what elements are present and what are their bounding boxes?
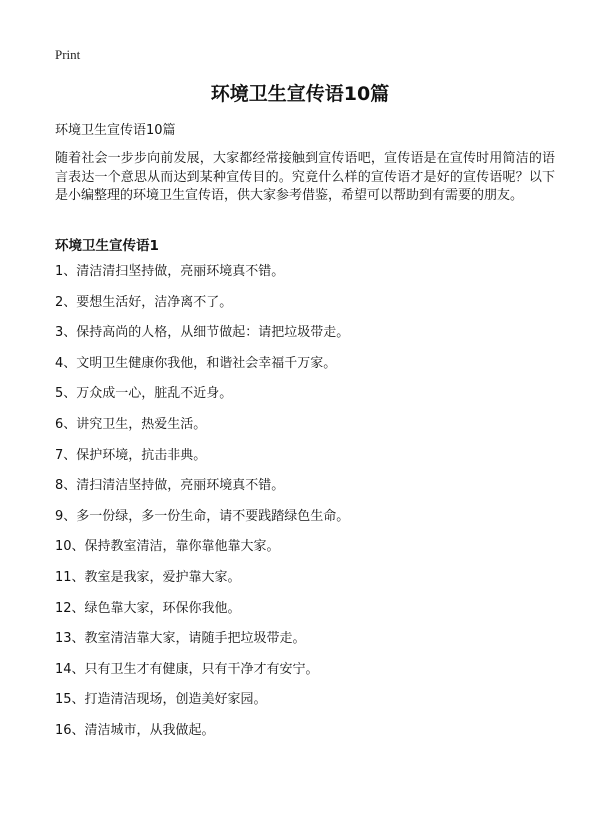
slogan-item: 14、只有卫生才有健康，只有干净才有安宁。	[55, 661, 319, 677]
document-subtitle: 环境卫生宣传语10篇	[55, 123, 176, 138]
section-heading: 环境卫生宣传语1	[55, 238, 159, 254]
slogan-item: 1、清洁清扫坚持做，亮丽环境真不错。	[55, 264, 285, 279]
slogan-item: 5、万众成一心，脏乱不近身。	[55, 386, 233, 402]
slogan-item: 2、要想生活好，洁净离不了。	[55, 294, 233, 310]
slogan-item: 13、教室清洁靠大家，请随手把垃圾带走。	[55, 631, 306, 647]
slogan-item: 4、文明卫生健康你我他，和谐社会幸福千万家。	[55, 355, 337, 371]
document-title: 环境卫生宣传语10篇	[210, 83, 390, 105]
intro-paragraph: 随着社会一步步向前发展，大家都经常接触到宣传语吧，宣传语是在宣传时用简洁的语言表达一个意思从而达到某种宣传目的。究竟什么样的宣传语才是好的宣传语呢？以下是小编整理的环境卫生宣传语，供大家参考借鉴，希望可以帮助到有需要的朋友。	[55, 151, 555, 203]
slogan-item: 15、打造清洁现场，创造美好家园。	[55, 692, 267, 708]
slogan-item: 10、保持教室清洁，靠你靠他靠大家。	[55, 539, 280, 555]
print-link[interactable]: Print	[55, 47, 81, 62]
slogan-item: 8、清扫清洁坚持做，亮丽环境真不错。	[55, 478, 285, 494]
slogan-item: 11、教室是我家，爱护靠大家。	[55, 569, 241, 585]
slogan-list	[55, 263, 555, 753]
slogan-item: 9、多一份绿，多一份生命，请不要践踏绿色生命。	[55, 508, 350, 524]
slogan-item: 7、保护环境，抗击非典。	[55, 447, 207, 463]
slogan-item: 6、讲究卫生，热爱生活。	[55, 416, 207, 432]
slogan-item: 12、绿色靠大家，环保你我他。	[55, 600, 241, 616]
slogan-item: 3、保持高尚的人格，从细节做起：请把垃圾带走。	[55, 325, 350, 341]
slogan-item: 16、清洁城市，从我做起。	[55, 722, 215, 738]
